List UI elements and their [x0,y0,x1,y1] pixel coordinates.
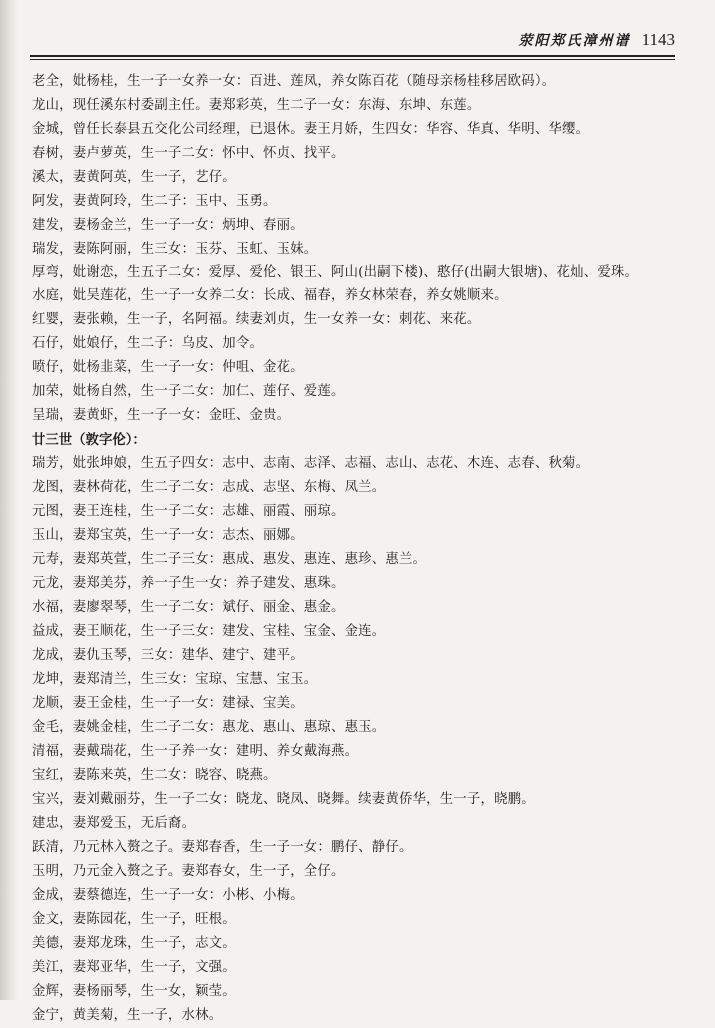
genealogy-entry: 金文，妻陈园花，生一子，旺根。 [32,912,236,927]
genealogy-entry: 玉明，乃元金入赘之子。妻郑春女，生一子，全仔。 [32,864,345,879]
genealogy-entry: 金辉，妻杨丽琴，生一女，颖莹。 [32,984,236,999]
genealogy-text [32,70,675,1028]
header-rule [30,55,675,60]
genealogy-entry: 清福，妻戴瑞花，生一子养一女：建明、养女戴海燕。 [32,744,359,759]
genealogy-entry: 龙顺，妻王金桂，生一子一女：建禄、宝美。 [32,696,304,711]
genealogy-entry: 金城，曾任长泰县五交化公司经理，已退休。妻王月娇，生四女：华容、华真、华明、华缨。 [32,122,590,137]
genealogy-entry: 喷仔，妣杨韭菜，生一子一女：仲咀、金花。 [32,360,304,375]
genealogy-entry: 益成，妻王顺花，生一子三女：建发、宝桂、宝金、金连。 [32,624,386,639]
genealogy-entry: 龙成，妻仇玉琴，三女：建华、建宁、建平。 [32,648,304,663]
genealogy-entry: 金宁，黄美菊，生一子，水林。 [32,1008,223,1023]
genealogy-entry: 瑞发，妻陈阿丽，生三女：玉芬、玉虹、玉妹。 [32,242,318,257]
genealogy-entry: 元图，妻王连桂，生一子二女：志雄、丽霞、丽琼。 [32,504,345,519]
genealogy-entry: 建忠，妻郑爱玉，无后裔。 [32,816,196,831]
generation-heading: 廿三世（敦字伦）： [32,432,146,448]
genealogy-entry: 金毛，妻姚金桂，生二子二女：惠龙、惠山、惠琼、惠玉。 [32,720,386,735]
genealogy-entry: 厚弯，妣谢恋，生五子二女：爱厚、爱伦、银王、阿山(出嗣下楼)、憨仔(出嗣大银塘)、花灿、爱珠。 [32,265,639,280]
page-number: 1143 [641,30,675,49]
genealogy-entry: 老全，妣杨桂，生一子一女养一女：百进、莲凤，养女陈百花（随母亲杨桂移居欧码）。 [32,74,556,89]
genealogy-entry: 宝红，妻陈来英，生二女：晓容、晓燕。 [32,768,277,783]
genealogy-entry: 美江，妻郑亚华，生一子，文强。 [32,960,236,975]
genealogy-entry: 宝兴，妻刘戴丽芬，生一子二女：晓龙、晓凤、晓舞。续妻黄侨华，生一子，晓鹏。 [32,792,535,807]
genealogy-entry: 金成，妻蔡德连，生一子一女：小彬、小梅。 [32,888,304,903]
genealogy-entry: 龙坤，妻郑清兰，生三女：宝琼、宝慧、宝玉。 [32,672,318,687]
genealogy-entry: 春树，妻卢萝英，生一子二女：怀中、怀贞、找平。 [32,146,345,161]
genealogy-entry: 美德，妻郑龙珠，生一子，志文。 [32,936,236,951]
genealogy-entry: 红婴，妻张赖，生一子，名阿福。续妻刘贞，生一女养一女：刺花、来花。 [32,312,481,327]
genealogy-entry: 石仔，妣娘仔，生二子：乌皮、加令。 [32,336,264,351]
genealogy-entry: 水庭，妣吴莲花，生一子一女养二女：长成、福春，养女林荣春，养女姚顺来。 [32,288,508,303]
genealogy-entry: 玉山，妻郑宝英，生一子一女：志杰、丽娜。 [32,528,304,543]
genealogy-entry: 水福，妻廖翠琴，生一子二女：斌仔、丽金、惠金。 [32,600,345,615]
book-title: 荥阳郑氏漳州谱 [518,33,631,49]
genealogy-entry: 龙山，现任溪东村委副主任。妻郑彩英，生二子一女：东海、东坤、东莲。 [32,98,481,113]
genealogy-entry: 元寿，妻郑英萱，生二子三女：惠成、惠发、惠连、惠珍、惠兰。 [32,552,427,567]
page-header [30,30,675,52]
genealogy-entry: 加荣，妣杨自然，生一子二女：加仁、莲仔、爱莲。 [32,384,345,399]
book-binding-edge [0,0,18,1000]
genealogy-entry: 龙图，妻林荷花，生二子二女：志成、志坚、东梅、凤兰。 [32,480,386,495]
genealogy-entry: 呈瑞，妻黄虾，生一子一女：金旺、金贵。 [32,408,291,423]
genealogy-entry: 跃清，乃元林入赘之子。妻郑春香，生一子一女：鹏仔、静仔。 [32,840,413,855]
genealogy-entry: 溪太，妻黄阿英，生一子，艺仔。 [32,170,236,185]
genealogy-entry: 阿发，妻黄阿玲，生二子：玉中、玉勇。 [32,194,277,209]
genealogy-entry: 建发，妻杨金兰，生一子一女：炳坤、春丽。 [32,218,304,233]
genealogy-entry: 元龙，妻郑美芬，养一子生一女：养子建发、惠珠。 [32,576,345,591]
genealogy-entry: 瑞芳，妣张坤娘，生五子四女：志中、志南、志泽、志福、志山、志花、木连、志春、秋菊。 [32,456,590,471]
